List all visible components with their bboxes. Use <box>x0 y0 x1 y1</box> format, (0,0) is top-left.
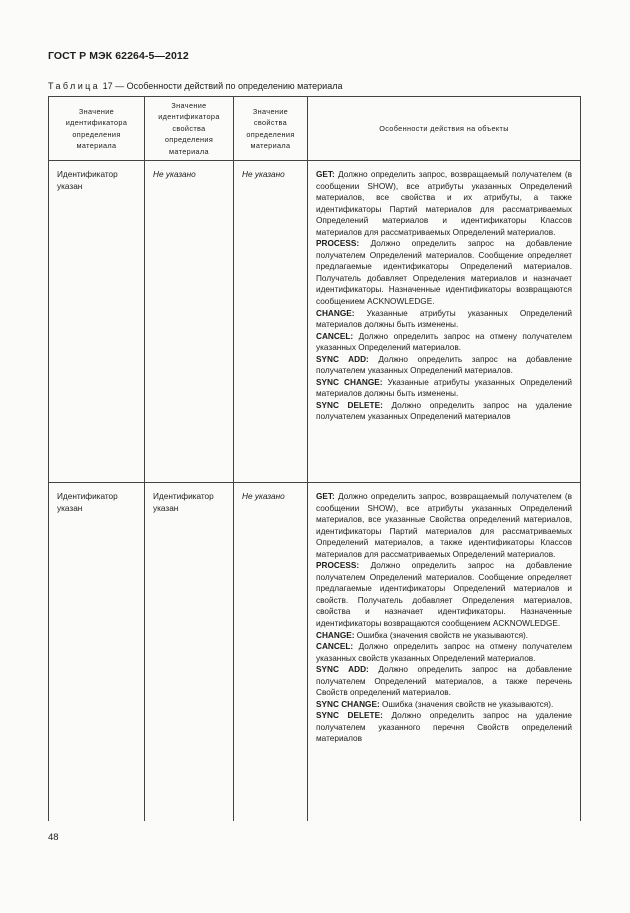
action-text: Должно определить запрос на добавление получателем Определений материалов, а также перечень Свойств определений материалов. <box>316 665 572 698</box>
action-verb: GET: <box>316 492 335 501</box>
action-text: Должно определить запрос на удаление получателем указанных Определений материалов <box>316 400 572 422</box>
action-verb: CHANGE: <box>316 630 355 640</box>
action-text: Должно определить запрос на удаление получателем указанного перечня Свойств определений материалов <box>316 711 572 744</box>
action-verb: SYNC ADD: <box>316 354 369 364</box>
action-item <box>316 169 572 238</box>
property-value-cell: Не указано <box>234 161 308 483</box>
column-header: Значение идентификатора свойства определения материала <box>145 97 234 161</box>
action-item <box>316 377 572 400</box>
caption-text: 17 — Особенности действий по определению материала <box>100 81 343 91</box>
action-details-cell <box>308 161 581 483</box>
action-item <box>316 641 572 664</box>
caption-label: Таблица <box>48 81 101 91</box>
action-verb: SYNC DELETE: <box>316 400 383 410</box>
table-caption <box>48 81 342 91</box>
document-header: ГОСТ Р МЭК 62264-5—2012 <box>48 50 189 62</box>
action-item <box>316 354 572 377</box>
column-header: Особенности действия на объекты <box>308 97 581 161</box>
property-value-cell: Не указано <box>234 483 308 821</box>
action-item <box>316 238 572 307</box>
action-verb: PROCESS: <box>316 239 360 249</box>
action-item <box>316 710 572 745</box>
action-text: Ошибка (значения свойств не указываются). <box>379 699 554 709</box>
material-definition-id-cell: Идентификатор указан <box>49 483 145 821</box>
material-definition-actions-table <box>48 96 581 821</box>
action-verb: CHANGE: <box>316 308 355 318</box>
action-text: Ошибка (значения свойств не указываются). <box>354 630 529 640</box>
action-text: Указанные атрибуты указанных Определений материалов должны быть изменены. <box>316 308 572 330</box>
action-verb: CANCEL: <box>316 331 354 341</box>
column-header: Значение свойства определения материала <box>234 97 308 161</box>
action-details-cell <box>308 483 581 821</box>
action-verb: GET: <box>316 170 335 179</box>
action-item <box>316 331 572 354</box>
property-id-cell: Идентификатор указан <box>145 483 234 821</box>
column-header: Значение идентификатора определения материала <box>49 97 145 161</box>
action-verb: SYNC ADD: <box>316 665 369 675</box>
action-verb: SYNC CHANGE: <box>316 377 383 387</box>
table-header-row <box>49 97 581 161</box>
action-item <box>316 400 572 423</box>
action-item <box>316 699 572 711</box>
action-text: Должно определить запрос на добавление получателем Определений материалов. Сообщение определяет предлагаемые идентификаторы Определений материалов и свойств. Получатель добавляет Определения материалов, свойства и назначает идентификаторы. Назначенные идентификаторы возвращаются сообщением ACKNOWLEDGE. <box>316 561 572 629</box>
action-verb: SYNC DELETE: <box>316 711 383 721</box>
action-text: Должно определить запрос на отмену получателем указанных свойств указанных Определений материалов. <box>316 642 572 663</box>
action-text: Указанные атрибуты указанных Определений материалов должны быть изменены. <box>316 377 572 399</box>
table-row <box>49 483 581 821</box>
action-item <box>316 664 572 699</box>
action-text: Должно определить запрос на отмену получателем указанных Определений материалов. <box>316 331 572 353</box>
action-verb: CANCEL: <box>316 642 354 652</box>
material-definition-id-cell: Идентификатор указан <box>49 161 145 483</box>
action-text: Должно определить запрос, возвращаемый получателем (в сообщении SHOW), все атрибуты указанных Определений материалов, все указанные Свойства определений материалов, идентификаторы Партий материалов для рассматриваемых Определений материалов, а также идентификаторы Классов материалов для рассматриваемых Определений материалов. <box>316 492 572 559</box>
action-verb: SYNC CHANGE: <box>316 699 380 709</box>
action-verb: PROCESS: <box>316 561 360 571</box>
action-text: Должно определить запрос на добавление получателем Определений материалов. Сообщение определяет предлагаемые идентификаторы Определений материалов. Получатель добавляет Определения материалов и назначает идентификаторы. Назначенные идентификаторы возвращаются сообщением ACKNOWLEDGE. <box>316 239 572 307</box>
action-item <box>316 491 572 560</box>
table-row <box>49 161 581 483</box>
action-item <box>316 630 572 642</box>
action-text: Должно определить запрос на добавление получателем указанных Определений материалов. <box>316 354 572 376</box>
action-text: Должно определить запрос, возвращаемый получателем (в сообщении SHOW), все атрибуты указанных Определений материалов, все свойства и их атрибуты, а также идентификаторы Партий материалов для рассматриваемых Определений материалов и идентификаторы Классов материалов для рассматриваемых Определений материалов. <box>316 170 572 237</box>
action-item <box>316 560 572 629</box>
action-item <box>316 308 572 331</box>
page-number: 48 <box>48 832 59 843</box>
property-id-cell: Не указано <box>145 161 234 483</box>
